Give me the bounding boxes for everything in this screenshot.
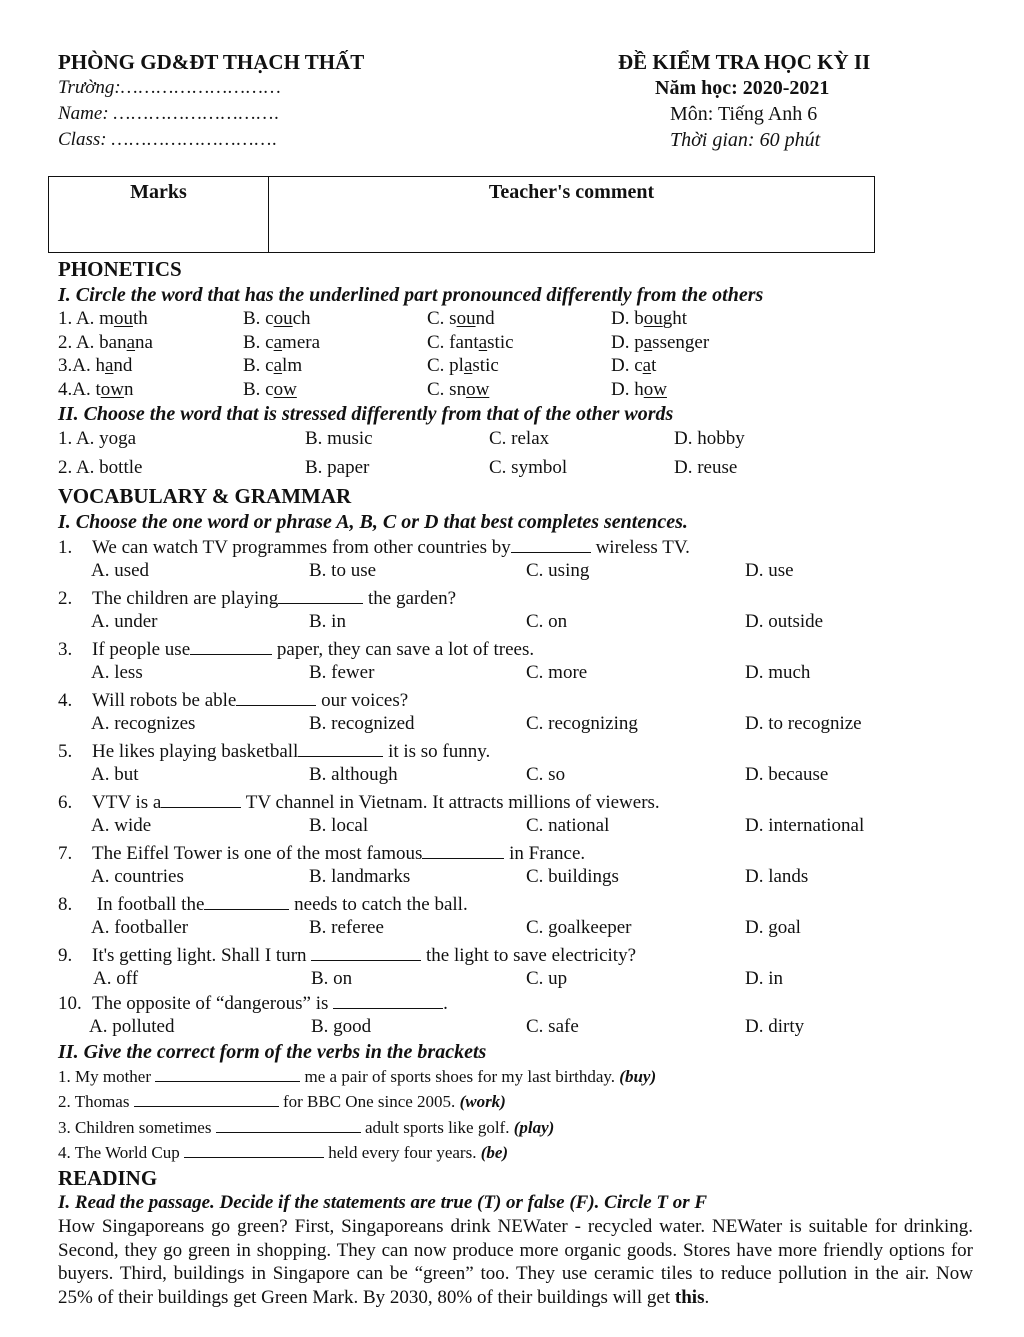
option-text: C. safe bbox=[526, 1016, 579, 1037]
option-text: ch bbox=[292, 308, 311, 329]
underlined-part: a bbox=[273, 332, 283, 353]
option-d[interactable] bbox=[745, 816, 864, 835]
option-a[interactable] bbox=[58, 429, 136, 448]
option-text: D. lands bbox=[745, 866, 809, 887]
question-text: in France. bbox=[504, 843, 586, 864]
question-text: held every four years. bbox=[323, 1143, 481, 1162]
option-text: D. b bbox=[611, 308, 644, 329]
school-year: Năm học: 2020-2021 bbox=[655, 77, 830, 99]
option-text: A. off bbox=[93, 968, 139, 989]
option-text: C. more bbox=[526, 662, 588, 683]
question-stem bbox=[58, 843, 585, 863]
option-d[interactable] bbox=[745, 867, 808, 886]
option-text: D. to recognize bbox=[745, 713, 862, 734]
option-text: D. dirty bbox=[745, 1016, 805, 1037]
option-text: A. recognizes bbox=[91, 713, 196, 734]
question-text: The Eiffel Tower is one of the most famous bbox=[92, 843, 423, 864]
option-c[interactable] bbox=[489, 458, 567, 477]
option-c[interactable] bbox=[526, 561, 589, 580]
question-number: 2. bbox=[58, 457, 76, 478]
option-text: A. countries bbox=[91, 866, 184, 887]
option-b[interactable] bbox=[243, 333, 320, 352]
option-text: B. recognized bbox=[309, 713, 415, 734]
option-text: B. local bbox=[309, 815, 369, 836]
question-text: We can watch TV programmes from other countries by bbox=[92, 537, 511, 558]
verb-hint: (be) bbox=[480, 1143, 509, 1162]
option-text: stic bbox=[472, 355, 499, 376]
answer-blank[interactable] bbox=[216, 1119, 361, 1133]
option-b[interactable] bbox=[309, 918, 384, 937]
question-text: TV channel in Vietnam. It attracts millions of viewers. bbox=[241, 792, 660, 813]
option-text: D. h bbox=[611, 379, 644, 400]
option-text: A. yoga bbox=[75, 428, 137, 449]
option-text: A. h bbox=[72, 355, 105, 376]
option-text: ssenger bbox=[652, 332, 710, 353]
option-a[interactable] bbox=[58, 458, 142, 477]
option-c[interactable] bbox=[526, 765, 565, 784]
answer-blank[interactable] bbox=[204, 894, 289, 910]
option-text: C. on bbox=[526, 611, 568, 632]
underlined-part: ou bbox=[113, 308, 133, 329]
verb-hint: (buy) bbox=[619, 1067, 657, 1086]
question-text: 4. The World Cup bbox=[58, 1143, 184, 1162]
question-number: 1. bbox=[58, 428, 76, 449]
answer-blank[interactable] bbox=[511, 537, 591, 553]
question-text: It's getting light. Shall I turn bbox=[92, 945, 312, 966]
question-text: it is so funny. bbox=[383, 741, 491, 762]
option-text: nd bbox=[113, 355, 133, 376]
option-text: t bbox=[651, 355, 657, 376]
option-d[interactable] bbox=[745, 1017, 804, 1036]
option-text: D. hobby bbox=[674, 428, 745, 449]
question-stem bbox=[58, 993, 448, 1013]
option-text: C. sn bbox=[427, 379, 467, 400]
option-a[interactable] bbox=[91, 867, 184, 886]
option-a[interactable] bbox=[91, 663, 143, 682]
underlined-part: ow bbox=[643, 379, 667, 400]
option-d[interactable] bbox=[745, 663, 810, 682]
option-text: C. buildings bbox=[526, 866, 619, 887]
option-text: A. bottle bbox=[75, 457, 143, 478]
question-text: 3. Children sometimes bbox=[58, 1118, 216, 1137]
option-d[interactable] bbox=[745, 612, 823, 631]
option-text: D. p bbox=[611, 332, 644, 353]
option-d[interactable] bbox=[611, 380, 667, 399]
underlined-part: ou bbox=[273, 308, 293, 329]
option-a[interactable] bbox=[93, 969, 138, 988]
option-d[interactable] bbox=[674, 429, 745, 448]
answer-blank[interactable] bbox=[298, 741, 383, 757]
option-c[interactable] bbox=[526, 612, 567, 631]
question-number: 10. bbox=[58, 993, 82, 1014]
option-a[interactable] bbox=[58, 333, 153, 352]
option-text: C. using bbox=[526, 560, 590, 581]
question-number: 4. bbox=[58, 379, 73, 400]
question-text: He likes playing basketball bbox=[92, 741, 299, 762]
option-b[interactable] bbox=[243, 356, 302, 375]
underlined-part: a bbox=[643, 332, 653, 353]
option-text: B. good bbox=[311, 1016, 372, 1037]
option-a[interactable] bbox=[89, 1017, 175, 1036]
underlined-part: ow bbox=[100, 379, 124, 400]
phonetics-part1-title: I. Circle the word that has the underlined part pronounced differently from the others bbox=[58, 284, 764, 306]
option-text: C. up bbox=[526, 968, 568, 989]
question-text: paper, they can save a lot of trees. bbox=[272, 639, 535, 660]
question-stem bbox=[58, 537, 690, 557]
answer-blank[interactable] bbox=[333, 993, 443, 1009]
phonetics-part2-title: II. Choose the word that is stressed differently from that of the other words bbox=[58, 403, 674, 425]
question-text: adult sports like golf. bbox=[360, 1118, 514, 1137]
option-text: na bbox=[135, 332, 153, 353]
option-b[interactable] bbox=[305, 458, 369, 477]
option-text: B. c bbox=[243, 308, 274, 329]
marks-table bbox=[48, 176, 875, 253]
option-text: A. footballer bbox=[91, 917, 189, 938]
option-d[interactable] bbox=[745, 765, 828, 784]
option-text: B. fewer bbox=[309, 662, 375, 683]
answer-blank[interactable] bbox=[161, 792, 241, 808]
option-text: B. c bbox=[243, 355, 274, 376]
underlined-part: ow bbox=[273, 379, 297, 400]
option-b[interactable] bbox=[311, 1017, 371, 1036]
verb-question bbox=[58, 1068, 656, 1085]
verb-question bbox=[58, 1119, 554, 1136]
option-text: D. in bbox=[745, 968, 783, 989]
question-text: the garden? bbox=[363, 588, 457, 609]
option-text: C. s bbox=[427, 308, 457, 329]
verb-question bbox=[58, 1144, 508, 1161]
option-c[interactable] bbox=[427, 356, 499, 375]
question-stem bbox=[58, 690, 408, 710]
answer-blank[interactable] bbox=[134, 1093, 279, 1107]
answer-blank[interactable] bbox=[236, 690, 316, 706]
option-text: A. polluted bbox=[89, 1016, 175, 1037]
underlined-part: a bbox=[273, 355, 283, 376]
option-text: B. paper bbox=[305, 457, 370, 478]
exam-title: ĐỀ KIỂM TRA HỌC KỲ II bbox=[618, 50, 871, 74]
reading-passage: How Singaporeans go green? First, Singaporeans drink NEWater - recycled water. NEWater is suitable for drinking. Second, they go green in shopping. They can now produce more organic goods. Stores have more friendly options for buyers. Third, buildings in Singapore can be “green” too. They use ceramic tiles to reduce pollution in the air. Now 25% of their buildings get Green Mark. By 2030, 80% of their buildings will get this. bbox=[58, 1216, 973, 1308]
marks-cell[interactable]: Marks bbox=[49, 177, 269, 253]
underlined-part: ou bbox=[456, 308, 476, 329]
vocab-part1-title: I. Choose the one word or phrase A, B, C or D that best completes sentences. bbox=[58, 511, 688, 533]
option-d[interactable] bbox=[745, 969, 783, 988]
option-text: B. in bbox=[309, 611, 346, 632]
question-number: 2. bbox=[58, 332, 76, 353]
option-text: n bbox=[123, 379, 134, 400]
option-a[interactable] bbox=[91, 816, 151, 835]
option-d[interactable] bbox=[611, 356, 656, 375]
option-text: stic bbox=[487, 332, 514, 353]
subject: Môn: Tiếng Anh 6 bbox=[670, 103, 818, 125]
option-text: B. music bbox=[305, 428, 373, 449]
underlined-part: ou bbox=[643, 308, 663, 329]
option-d[interactable] bbox=[611, 309, 687, 328]
question-number: 2. bbox=[58, 588, 73, 609]
option-text: C. symbol bbox=[489, 457, 568, 478]
vocab-part2-title: II. Give the correct form of the verbs in the brackets bbox=[58, 1041, 487, 1063]
underlined-part: a bbox=[642, 355, 652, 376]
question-text: me a pair of sports shoes for my last birthday. bbox=[300, 1067, 620, 1086]
underlined-part: a bbox=[126, 332, 136, 353]
option-a[interactable] bbox=[58, 309, 148, 328]
question-text: needs to catch the ball. bbox=[289, 894, 468, 915]
question-stem bbox=[58, 945, 636, 965]
answer-blank[interactable] bbox=[190, 639, 272, 655]
option-a[interactable] bbox=[58, 380, 133, 399]
question-stem bbox=[58, 894, 468, 914]
option-text: A. used bbox=[91, 560, 150, 581]
option-text: D. use bbox=[745, 560, 794, 581]
question-text: 1. My mother bbox=[58, 1067, 156, 1086]
question-number: 4. bbox=[58, 690, 73, 711]
question-number: 3. bbox=[58, 355, 73, 376]
question-number: 3. bbox=[58, 639, 73, 660]
option-a[interactable] bbox=[58, 356, 132, 375]
option-c[interactable] bbox=[526, 918, 632, 937]
vocab-heading: VOCABULARY & GRAMMAR bbox=[58, 484, 352, 508]
option-text: B. c bbox=[243, 332, 274, 353]
question-number: 1. bbox=[58, 537, 73, 558]
option-b[interactable] bbox=[311, 969, 352, 988]
option-c[interactable] bbox=[526, 663, 587, 682]
question-text: . bbox=[443, 993, 448, 1014]
option-c[interactable] bbox=[427, 380, 489, 399]
class-field[interactable]: Class: ………………………. bbox=[58, 129, 279, 150]
question-text: The opposite of “dangerous” is bbox=[92, 993, 334, 1014]
question-text: our voices? bbox=[316, 690, 409, 711]
phonetics-heading: PHONETICS bbox=[58, 257, 182, 281]
option-b[interactable] bbox=[309, 867, 410, 886]
answer-blank[interactable] bbox=[278, 588, 363, 604]
underlined-part: a bbox=[463, 355, 473, 376]
option-c[interactable] bbox=[526, 714, 638, 733]
option-text: D. much bbox=[745, 662, 811, 683]
verb-hint: (work) bbox=[459, 1092, 506, 1111]
option-text: A. wide bbox=[91, 815, 152, 836]
answer-blank[interactable] bbox=[311, 945, 421, 961]
option-c[interactable] bbox=[526, 867, 619, 886]
option-c[interactable] bbox=[526, 969, 567, 988]
option-text: A. but bbox=[91, 764, 139, 785]
underlined-part: a bbox=[478, 332, 488, 353]
option-text: D. reuse bbox=[674, 457, 738, 478]
reading-part1-title: I. Read the passage. Decide if the statements are true (T) or false (F). Circle T or F bbox=[58, 1192, 708, 1213]
question-stem bbox=[58, 792, 660, 812]
exam-time: Thời gian: 60 phút bbox=[670, 129, 821, 151]
question-text: the light to save electricity? bbox=[421, 945, 637, 966]
option-c[interactable] bbox=[427, 309, 495, 328]
school-office: PHÒNG GD&ĐT THẠCH THẤT bbox=[58, 50, 365, 74]
underlined-part: ow bbox=[466, 379, 490, 400]
option-text: A. ban bbox=[75, 332, 127, 353]
question-text: VTV is a bbox=[92, 792, 162, 813]
option-c[interactable] bbox=[526, 1017, 579, 1036]
question-text: If people use bbox=[92, 639, 191, 660]
option-text: A. t bbox=[72, 379, 101, 400]
option-text: C. goalkeeper bbox=[526, 917, 632, 938]
option-text: C. so bbox=[526, 764, 566, 785]
answer-blank[interactable] bbox=[155, 1068, 300, 1082]
option-text: nd bbox=[475, 308, 495, 329]
option-b[interactable] bbox=[305, 429, 373, 448]
question-text: 2. Thomas bbox=[58, 1092, 134, 1111]
option-a[interactable] bbox=[91, 561, 149, 580]
question-text: Will robots be able bbox=[92, 690, 237, 711]
option-text: B. referee bbox=[309, 917, 384, 938]
name-field[interactable]: Name: ………………………. bbox=[58, 103, 281, 124]
option-b[interactable] bbox=[243, 380, 297, 399]
question-number: 5. bbox=[58, 741, 73, 762]
option-text: C. relax bbox=[489, 428, 550, 449]
option-text: A. m bbox=[75, 308, 114, 329]
option-d[interactable] bbox=[674, 458, 737, 477]
verb-question bbox=[58, 1093, 506, 1110]
option-c[interactable] bbox=[489, 429, 549, 448]
question-stem bbox=[58, 741, 490, 761]
option-b[interactable] bbox=[309, 816, 368, 835]
option-text: B. c bbox=[243, 379, 274, 400]
option-text: th bbox=[132, 308, 148, 329]
answer-blank[interactable] bbox=[184, 1144, 324, 1158]
option-text: C. recognizing bbox=[526, 713, 638, 734]
option-b[interactable] bbox=[309, 765, 398, 784]
option-text: D. because bbox=[745, 764, 829, 785]
option-text: B. on bbox=[311, 968, 353, 989]
question-number: 7. bbox=[58, 843, 73, 864]
teacher-comment-cell[interactable]: Teacher's comment bbox=[269, 177, 875, 253]
option-b[interactable] bbox=[309, 714, 415, 733]
option-text: B. to use bbox=[309, 560, 377, 581]
question-number: 8. bbox=[58, 894, 73, 915]
option-text: B. although bbox=[309, 764, 398, 785]
option-d[interactable] bbox=[745, 561, 794, 580]
option-d[interactable] bbox=[745, 918, 801, 937]
option-text: ght bbox=[662, 308, 688, 329]
option-text: C. national bbox=[526, 815, 610, 836]
option-text: mera bbox=[282, 332, 321, 353]
verb-hint: (play) bbox=[513, 1118, 555, 1137]
option-text: D. goal bbox=[745, 917, 801, 938]
answer-blank[interactable] bbox=[422, 843, 504, 859]
question-number: 9. bbox=[58, 945, 73, 966]
option-b[interactable] bbox=[243, 309, 311, 328]
option-text: C. fant bbox=[427, 332, 479, 353]
option-d[interactable] bbox=[745, 714, 862, 733]
option-b[interactable] bbox=[309, 663, 374, 682]
question-text: The children are playing bbox=[92, 588, 279, 609]
question-text: In football the bbox=[92, 894, 205, 915]
option-text: D. outside bbox=[745, 611, 824, 632]
question-number: 1. bbox=[58, 308, 76, 329]
option-text: D. international bbox=[745, 815, 865, 836]
option-c[interactable] bbox=[526, 816, 609, 835]
option-text: A. less bbox=[91, 662, 143, 683]
option-b[interactable] bbox=[309, 612, 346, 631]
option-text: B. landmarks bbox=[309, 866, 411, 887]
option-a[interactable] bbox=[91, 714, 195, 733]
question-number: 6. bbox=[58, 792, 73, 813]
option-text: C. pl bbox=[427, 355, 464, 376]
option-c[interactable] bbox=[427, 333, 514, 352]
question-text: wireless TV. bbox=[590, 537, 690, 558]
option-text: D. c bbox=[611, 355, 643, 376]
option-d[interactable] bbox=[611, 333, 709, 352]
underlined-part: a bbox=[104, 355, 114, 376]
option-a[interactable] bbox=[91, 918, 188, 937]
question-text: for BBC One since 2005. bbox=[278, 1092, 460, 1111]
option-text: A. under bbox=[91, 611, 158, 632]
school-field: Trường:……………………… bbox=[58, 77, 282, 98]
question-stem bbox=[58, 588, 456, 608]
option-a[interactable] bbox=[91, 765, 139, 784]
option-a[interactable] bbox=[91, 612, 157, 631]
option-text: lm bbox=[282, 355, 303, 376]
reading-heading: READING bbox=[58, 1166, 158, 1190]
option-b[interactable] bbox=[309, 561, 376, 580]
question-stem bbox=[58, 639, 534, 659]
